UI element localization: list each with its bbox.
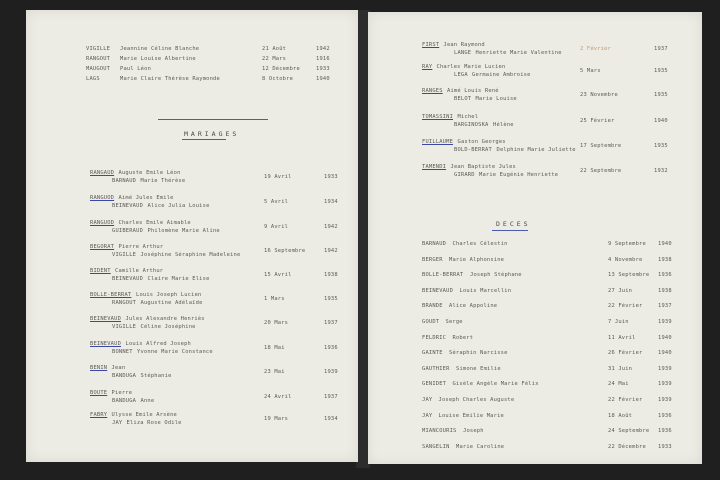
groom-surname: FABRY (90, 412, 108, 418)
bride-names: Augustine Adélaïde (140, 300, 203, 306)
given-names: Marie Louise Albertine (120, 56, 196, 62)
marriages-heading: MARIAGES (184, 130, 240, 138)
bride-surname: BOLD-BERRAT (454, 147, 492, 153)
groom-names: Ulysse Emile Arsène (111, 412, 177, 418)
date: 24 Avril (264, 394, 292, 400)
year: 1933 (316, 66, 330, 72)
bride-surname: JAY (112, 420, 123, 426)
year: 1937 (658, 303, 672, 310)
year: 1942 (324, 224, 338, 230)
surname: BERGER (422, 256, 443, 263)
date: 20 Mars (264, 320, 289, 326)
groom-names: Auguste Emile Léon (118, 170, 181, 176)
given-names: Joseph (463, 428, 484, 435)
given-names: Marie Alphonsine (449, 256, 505, 263)
bride-names: Marie Thérèse (140, 178, 186, 184)
date: 21 Août (262, 46, 287, 52)
groom-surname: BEGORAT (90, 244, 115, 250)
groom-names: Aimé Louis René (447, 88, 499, 94)
date: 9 Avril (264, 224, 289, 230)
deaths-heading-rule (492, 230, 528, 231)
year: 1939 (324, 369, 338, 375)
surname: GAINTE (422, 350, 443, 357)
year: 1935 (654, 92, 668, 98)
groom-surname: BEINEVAUD (90, 316, 122, 322)
groom-surname: BEINEVAUD (90, 341, 122, 347)
surname: SANGELIN (422, 443, 450, 450)
bride-surname: BONNET (112, 349, 133, 355)
bride-surname: VIGILLE (112, 252, 137, 258)
bride-surname: LEGA (454, 72, 468, 78)
given-names: Marie Claire Thérèse Raymonde (120, 76, 220, 82)
date: 7 Juin (608, 319, 629, 325)
bride-names: Eliza Rose Odile (126, 420, 182, 426)
year: 1939 (658, 381, 672, 388)
bride-names: Stéphanie (140, 373, 172, 379)
groom-surname: RANGUOD (90, 195, 115, 201)
groom-surname: BIDENT (90, 268, 111, 274)
groom-names: Aimé Jules Emile (118, 195, 174, 201)
date: 31 Juin (608, 365, 633, 372)
bride-surname: BELOT (454, 96, 472, 102)
date: 15 Avril (264, 272, 292, 278)
year: 1933 (324, 174, 338, 180)
surname: LAGS (86, 76, 100, 82)
year: 1933 (658, 443, 672, 450)
groom-names: Jules Alexandre Henriès (125, 316, 205, 322)
groom-surname: RAY (422, 64, 433, 70)
year: 1934 (324, 199, 338, 205)
date: 23 Mai (264, 369, 285, 375)
groom-names: Jean Baptiste Jules (450, 164, 516, 170)
bride-names: Marie Louise (475, 96, 517, 102)
date: 12 Décembre (262, 66, 300, 72)
given-names: Robert (452, 334, 474, 341)
date: 19 Avril (264, 174, 292, 180)
date: 13 Septembre (608, 272, 650, 279)
year: 1916 (316, 56, 330, 62)
given-names: Joseph Stéphane (470, 272, 522, 279)
date: 19 Mars (264, 416, 289, 422)
surname: GENIDET (422, 381, 447, 388)
year: 1939 (658, 319, 672, 325)
year: 1940 (658, 334, 672, 341)
bride-surname: GIRARD (454, 172, 475, 178)
groom-names: Charles Emile Aimable (118, 220, 191, 226)
surname: RANGOUT (86, 56, 111, 62)
bride-surname: RANGOUT (112, 300, 137, 306)
year: 1940 (658, 241, 672, 247)
surname: BRANDE (422, 303, 443, 310)
bride-surname: BEINEVAUD (112, 203, 144, 209)
year: 1938 (658, 287, 672, 294)
groom-surname: FIRST (422, 42, 440, 48)
groom-names: Louis Alfred Joseph (125, 341, 191, 347)
heading-rule-top (158, 119, 268, 120)
given-names: Joseph Charles Auguste (438, 397, 515, 403)
year: 1942 (316, 46, 330, 52)
date: 27 Juin (608, 287, 633, 294)
groom-surname: BENIN (90, 365, 108, 371)
date: 11 Avril (608, 334, 636, 341)
date: 22 Décembre (608, 443, 646, 450)
groom-surname: BOUTE (90, 390, 108, 396)
bride-names: Germaine Ambroise (472, 72, 531, 78)
given-names: Simone Emilie (456, 365, 501, 372)
date: 8 Octobre (262, 76, 294, 82)
bride-surname: GUIBERAUD (112, 228, 144, 234)
date: 23 Novembre (580, 92, 618, 98)
date: 25 Février (580, 118, 615, 124)
bride-names: Henriette Marie Valentine (475, 50, 562, 56)
deaths-heading: DECES (496, 220, 531, 228)
year: 1936 (658, 412, 672, 419)
groom-names: Louis Joseph Lucien (136, 292, 202, 298)
groom-names: Charles Marie Lucien (436, 64, 506, 70)
groom-names: Pierre (111, 390, 133, 396)
surname: MIANCOURIS (422, 428, 457, 435)
year: 1934 (324, 416, 338, 422)
year: 1936 (324, 345, 338, 351)
groom-surname: RANGAUD (90, 170, 115, 176)
groom-names: Camille Arthur (115, 268, 164, 274)
surname: JAY (422, 397, 433, 403)
surname: FELDRIC (422, 334, 447, 341)
given-names: Séraphin Narcisse (449, 350, 508, 357)
date: 1 Mars (264, 296, 285, 302)
year: 1939 (658, 397, 672, 403)
bride-names: Hélène (493, 122, 514, 128)
bride-names: Joséphine Séraphine Madeleine (140, 252, 241, 258)
bride-names: Marie Eugénie Henriette (479, 172, 559, 178)
year: 1939 (658, 365, 672, 372)
surname: GOUDT (422, 319, 440, 325)
date: 9 Septembre (608, 241, 646, 247)
bride-surname: BANDUGA (112, 373, 137, 379)
date: 17 Septembre (580, 143, 622, 149)
bride-surname: LANGE (454, 50, 472, 56)
bride-surname: BARGINOSKA (454, 122, 489, 128)
year: 1936 (658, 272, 672, 279)
date: 18 Août (608, 412, 633, 419)
year: 1940 (654, 118, 668, 124)
given-names: Gisèle Angèle Marie Félix (452, 381, 539, 388)
surname: VIGILLE (86, 46, 111, 52)
year: 1936 (658, 428, 672, 435)
groom-surname: RANGES (422, 88, 443, 94)
year: 1938 (658, 256, 672, 263)
year: 1940 (658, 350, 672, 357)
groom-names: Michel (457, 114, 479, 120)
groom-surname: TOMASSINI (422, 114, 454, 120)
bride-names: Alice Julia Louise (147, 203, 210, 209)
year: 1935 (654, 143, 668, 149)
given-names: Louise Emilie Marie (438, 412, 504, 419)
surname: JAY (422, 412, 433, 419)
bride-names: Céline Joséphine (140, 324, 196, 330)
bride-surname: VIGILLE (112, 324, 137, 330)
groom-surname: TAMENDI (422, 164, 447, 170)
given-names: Marie Caroline (456, 443, 505, 450)
right-page (368, 12, 702, 464)
bride-names: Anne (140, 398, 155, 404)
groom-names: Jean Raymond (443, 42, 485, 48)
groom-names: Jean (111, 365, 126, 371)
date: 26 Février (608, 350, 643, 357)
date: 4 Novembre (608, 256, 643, 263)
given-names: Louis Marcellin (459, 287, 512, 294)
bride-names: Yvonne Marie Constance (137, 349, 213, 355)
date: 5 Avril (264, 199, 289, 205)
given-names: Paul Léon (120, 66, 152, 72)
bride-names: Claire Marie Elise (147, 276, 210, 282)
date: 22 Septembre (580, 168, 622, 174)
bride-surname: BEINEVAUD (112, 276, 144, 282)
year: 1937 (324, 394, 338, 400)
date: 24 Septembre (608, 428, 650, 435)
year: 1937 (324, 320, 338, 326)
date: 5 Mars (580, 68, 601, 74)
date: 22 Février (608, 397, 643, 403)
groom-surname: BOLLE-BERRAT (90, 292, 132, 298)
left-page (26, 10, 358, 462)
date: 22 Mars (262, 56, 287, 62)
date: 18 Mai (264, 345, 285, 351)
given-names: Charles Célestin (452, 241, 508, 247)
surname: GAUTHIER (422, 365, 450, 372)
bride-names: Delphine Marie Juliette (496, 147, 576, 153)
date: 16 Septembre (264, 248, 306, 254)
year: 1935 (324, 296, 338, 302)
groom-surname: RANGUOD (90, 220, 115, 226)
groom-names: Pierre Arthur (118, 244, 164, 250)
given-names: Serge (445, 319, 463, 325)
surname: BOLLE-BERRAT (422, 272, 464, 279)
bride-names: Philomène Marie Aline (147, 228, 220, 234)
heading-rule-bottom (182, 139, 226, 140)
year: 1938 (324, 272, 338, 278)
year: 1932 (654, 168, 668, 174)
year: 1935 (654, 68, 668, 74)
surname: MAUGOUT (86, 66, 111, 72)
date: 24 Mai (608, 381, 629, 388)
surname: BEINEVAUD (422, 287, 454, 294)
date: 2 Février (580, 46, 612, 52)
given-names: Alice Appoline (449, 303, 498, 310)
year: 1937 (654, 46, 668, 52)
given-names: Jeannine Céline Blanche (120, 46, 200, 52)
bride-surname: BANDUGA (112, 398, 137, 404)
year: 1940 (316, 76, 330, 82)
groom-names: Gaston Georges (457, 139, 506, 145)
date: 22 Février (608, 303, 643, 310)
bride-surname: BARNAUD (112, 178, 137, 184)
surname: BARNAUD (422, 241, 447, 247)
groom-surname: FUILLAUME (422, 139, 454, 145)
year: 1942 (324, 248, 338, 254)
